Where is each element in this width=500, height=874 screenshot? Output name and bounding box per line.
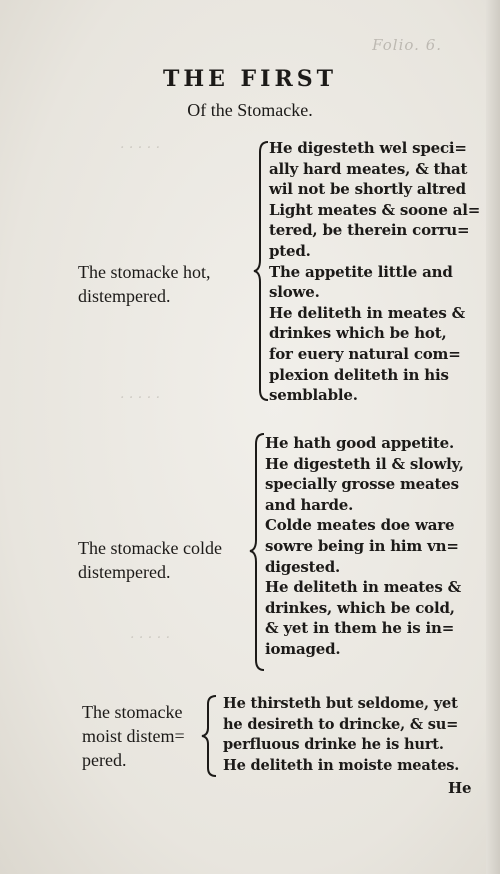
show-through-text: · · · · · xyxy=(130,630,171,646)
label-stomacke-hot: The stomacke hot, distempered. xyxy=(78,262,211,306)
show-through-text: · · · · · xyxy=(120,140,161,156)
catchword: He xyxy=(448,779,472,797)
page-edge xyxy=(486,0,500,874)
label-stomacke-moist: The stomacke moist distem= pered. xyxy=(82,702,185,770)
running-title: THE FIRST xyxy=(162,66,338,92)
text-block-colde: He hath good appetite. He digesteth il & slowly, specially grosse meates and harde. Colde meates doe ware sowre being in him vn= digested. He deliteth in meates & drinkes, which be cold, & yet in them he is in= iomaged. xyxy=(265,434,464,658)
brace-moist xyxy=(200,694,220,778)
folio-number: Folio. 6. xyxy=(372,36,442,54)
text-block-hot: He digesteth wel speci= ally hard meates, & that wil not be shortly altred Light meates & soone al= tered, be therein corru= pted. The appetite little and slowe. He deliteth in meates & drinkes which be hot, for euery natural com= plexion deliteth in his semblable. xyxy=(269,139,481,405)
text-block-moist: He thirsteth but seldome, yet he desireth to drincke, & su= perfluous drinke he is hurt. He deliteth in moiste meates. xyxy=(223,695,460,774)
section-heading: Of the Stomacke. xyxy=(187,100,313,120)
label-stomacke-colde: The stomacke colde distempered. xyxy=(78,538,222,582)
show-through-text: · · · · · xyxy=(120,390,161,406)
